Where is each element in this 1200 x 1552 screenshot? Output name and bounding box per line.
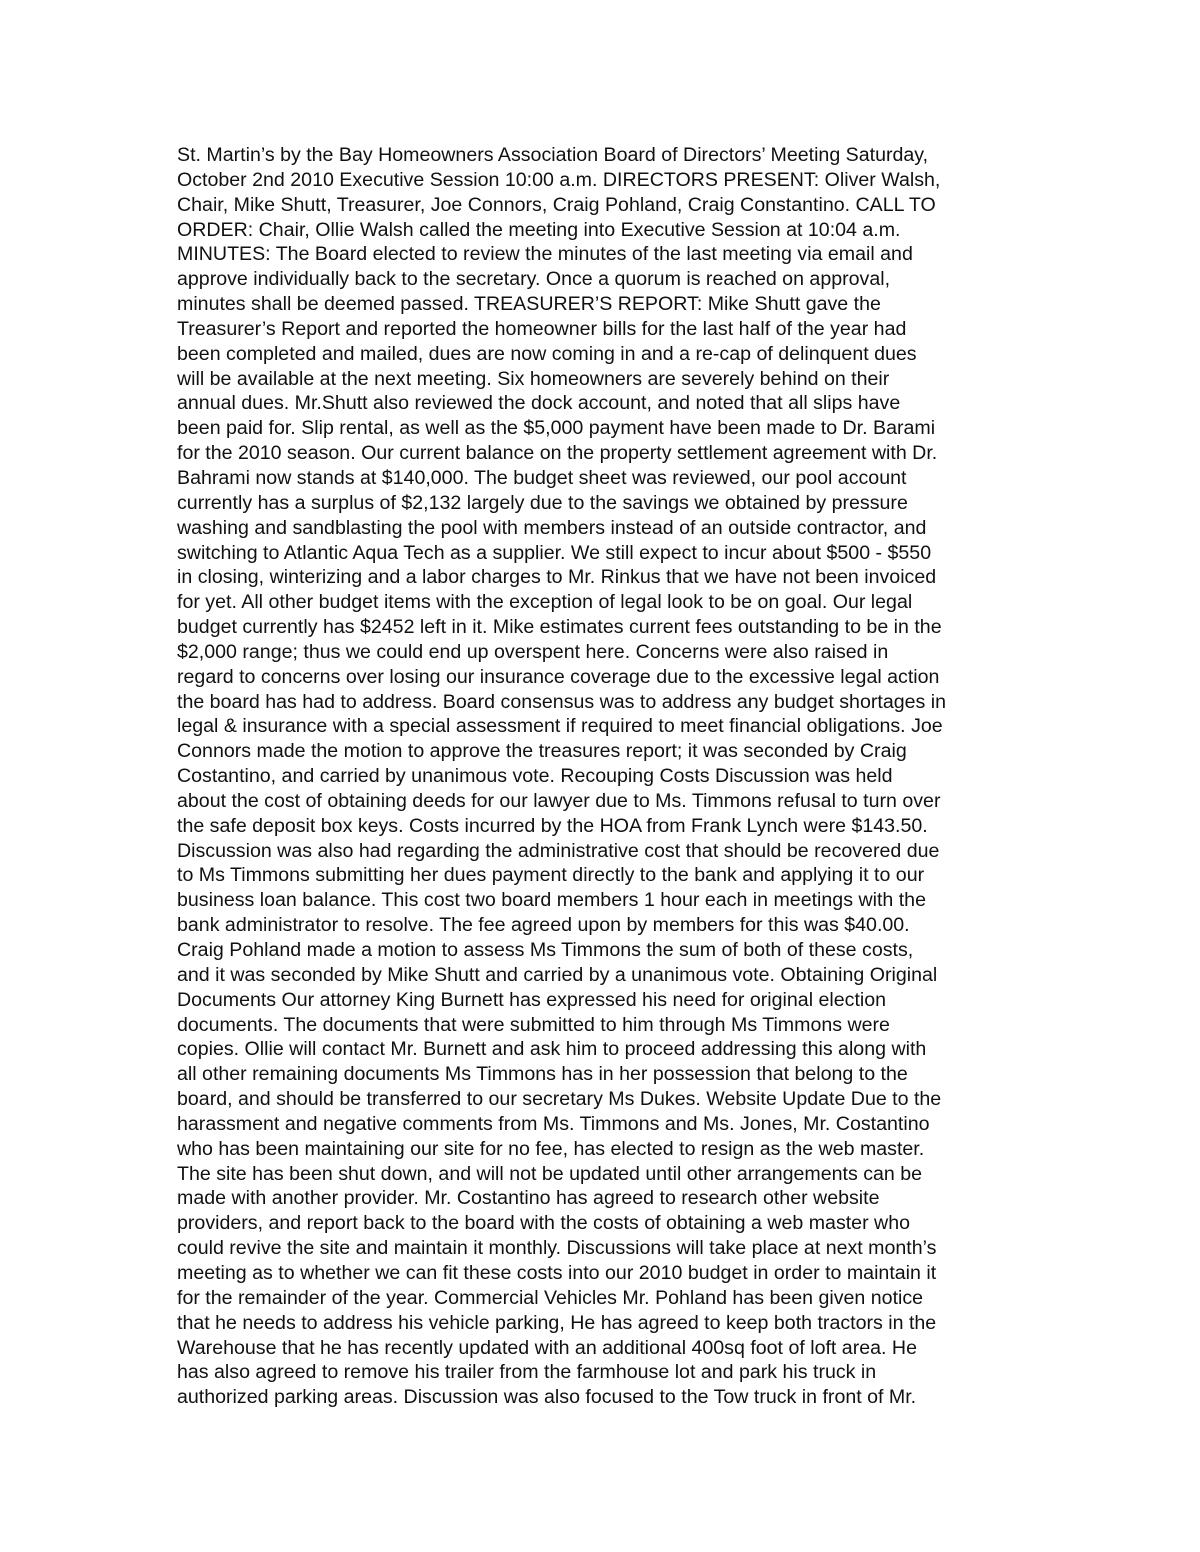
- text-line: Chair, Mike Shutt, Treasurer, Joe Connors, Craig Pohland, Craig Constantino. CALL TO: [177, 193, 936, 216]
- text-line: St. Martin’s by the Bay Homeowners Association Board of Directors’ Meeting Saturday,: [177, 144, 929, 166]
- text-line: Warehouse that he has recently updated with an additional 400sq foot of loft area. He: [177, 1336, 917, 1359]
- text-line: for yet. All other budget items with the exception of legal look to be on goal. Our legal: [177, 591, 913, 614]
- text-line: will be available at the next meeting. Six homeowners are severely behind on their: [177, 367, 890, 390]
- text-line: has also agreed to remove his trailer from the farmhouse lot and park his truck in: [177, 1361, 877, 1384]
- text-line: authorized parking areas. Discussion was also focused to the Tow truck in front of Mr.: [177, 1386, 917, 1409]
- text-line: Costantino, and carried by unanimous vote. Recouping Costs Discussion was held: [177, 765, 893, 788]
- text-line: currently has a surplus of $2,132 largely due to the savings we obtained by pressure: [177, 491, 908, 514]
- text-line: regard to concerns over losing our insurance coverage due to the excessive legal action: [177, 665, 940, 688]
- text-line: Bahrami now stands at $140,000. The budget sheet was reviewed, our pool account: [177, 466, 907, 489]
- text-line: the board has had to address. Board consensus was to address any budget shortages in: [177, 690, 947, 713]
- text-line: legal & insurance with a special assessment if required to meet financial obligations. Joe: [177, 715, 943, 738]
- text-line: minutes shall be deemed passed. TREASURER’S REPORT: Mike Shutt gave the: [177, 293, 881, 316]
- text-line: board, and should be transferred to our secretary Ms Dukes. Website Update Due to the: [177, 1088, 942, 1111]
- text-line: for the remainder of the year. Commercial Vehicles Mr. Pohland has been given notice: [177, 1286, 924, 1309]
- text-line: switching to Atlantic Aqua Tech as a supplier. We still expect to incur about $500 - $550: [177, 541, 932, 564]
- text-line: Documents Our attorney King Burnett has expressed his need for original election: [177, 988, 887, 1011]
- text-line: $2,000 range; thus we could end up overspent here. Concerns were also raised in: [177, 640, 889, 663]
- text-line: Treasurer’s Report and reported the homeowner bills for the last half of the year had: [177, 317, 907, 340]
- text-line: Discussion was also had regarding the administrative cost that should be recovered due: [177, 839, 940, 862]
- text-line: bank administrator to resolve. The fee agreed upon by members for this was $40.00.: [177, 914, 910, 937]
- text-line: Connors made the motion to approve the treasures report; it was seconded by Craig: [177, 740, 907, 763]
- text-line: meeting as to whether we can fit these costs into our 2010 budget in order to maintain it: [177, 1261, 937, 1284]
- text-line: providers, and report back to the board with the costs of obtaining a web master who: [177, 1212, 910, 1235]
- text-line: business loan balance. This cost two board members 1 hour each in meetings with the: [177, 889, 926, 912]
- text-line: been completed and mailed, dues are now coming in and a re-cap of delinquent dues: [177, 342, 917, 365]
- text-line: all other remaining documents Ms Timmons has in her possession that belong to the: [177, 1063, 908, 1086]
- text-line: ORDER: Chair, Ollie Walsh called the meeting into Executive Session at 10:04 a.m.: [177, 218, 901, 241]
- text-line: The site has been shut down, and will not be updated until other arrangements can be: [177, 1162, 923, 1185]
- text-line: to Ms Timmons submitting her dues payment directly to the bank and applying it to our: [177, 864, 925, 887]
- text-line: MINUTES: The Board elected to review the minutes of the last meeting via email and: [177, 243, 913, 266]
- text-line: October 2nd 2010 Executive Session 10:00 a.m. DIRECTORS PRESENT: Oliver Walsh,: [177, 168, 941, 191]
- text-line: Craig Pohland made a motion to assess Ms Timmons the sum of both of these costs,: [177, 939, 914, 961]
- text-line: in closing, winterizing and a labor charges to Mr. Rinkus that we have not been invoiced: [177, 566, 937, 589]
- text-line: harassment and negative comments from Ms. Timmons and Ms. Jones, Mr. Costantino: [177, 1112, 930, 1135]
- text-line: budget currently has $2452 left in it. Mike estimates current fees outstanding to be in the: [177, 616, 942, 639]
- text-line: for the 2010 season. Our current balance on the property settlement agreement with Dr.: [177, 442, 938, 465]
- text-line: annual dues. Mr.Shutt also reviewed the dock account, and noted that all slips have: [177, 392, 901, 415]
- text-line: documents. The documents that were submitted to him through Ms Timmons were: [177, 1013, 890, 1036]
- meeting-minutes-text: [177, 143, 1037, 1410]
- text-line: washing and sandblasting the pool with members instead of an outside contractor, and: [177, 516, 927, 539]
- text-line: that he needs to address his vehicle parking, He has agreed to keep both tractors in the: [177, 1311, 937, 1334]
- text-line: made with another provider. Mr. Costantino has agreed to research other website: [177, 1187, 880, 1210]
- text-line: approve individually back to the secretary. Once a quorum is reached on approval,: [177, 268, 891, 291]
- text-line: could revive the site and maintain it monthly. Discussions will take place at next month’s: [177, 1237, 937, 1260]
- text-line: copies. Ollie will contact Mr. Burnett and ask him to proceed addressing this along with: [177, 1038, 927, 1061]
- text-line: who has been maintaining our site for no fee, has elected to resign as the web master.: [177, 1137, 925, 1160]
- text-line: about the cost of obtaining deeds for our lawyer due to Ms. Timmons refusal to turn over: [177, 789, 941, 812]
- text-line: the safe deposit box keys. Costs incurred by the HOA from Frank Lynch were $143.50.: [177, 814, 928, 837]
- text-line: been paid for. Slip rental, as well as the $5,000 payment have been made to Dr. Barami: [177, 417, 936, 440]
- text-line: and it was seconded by Mike Shutt and carried by a unanimous vote. Obtaining Original: [177, 963, 938, 986]
